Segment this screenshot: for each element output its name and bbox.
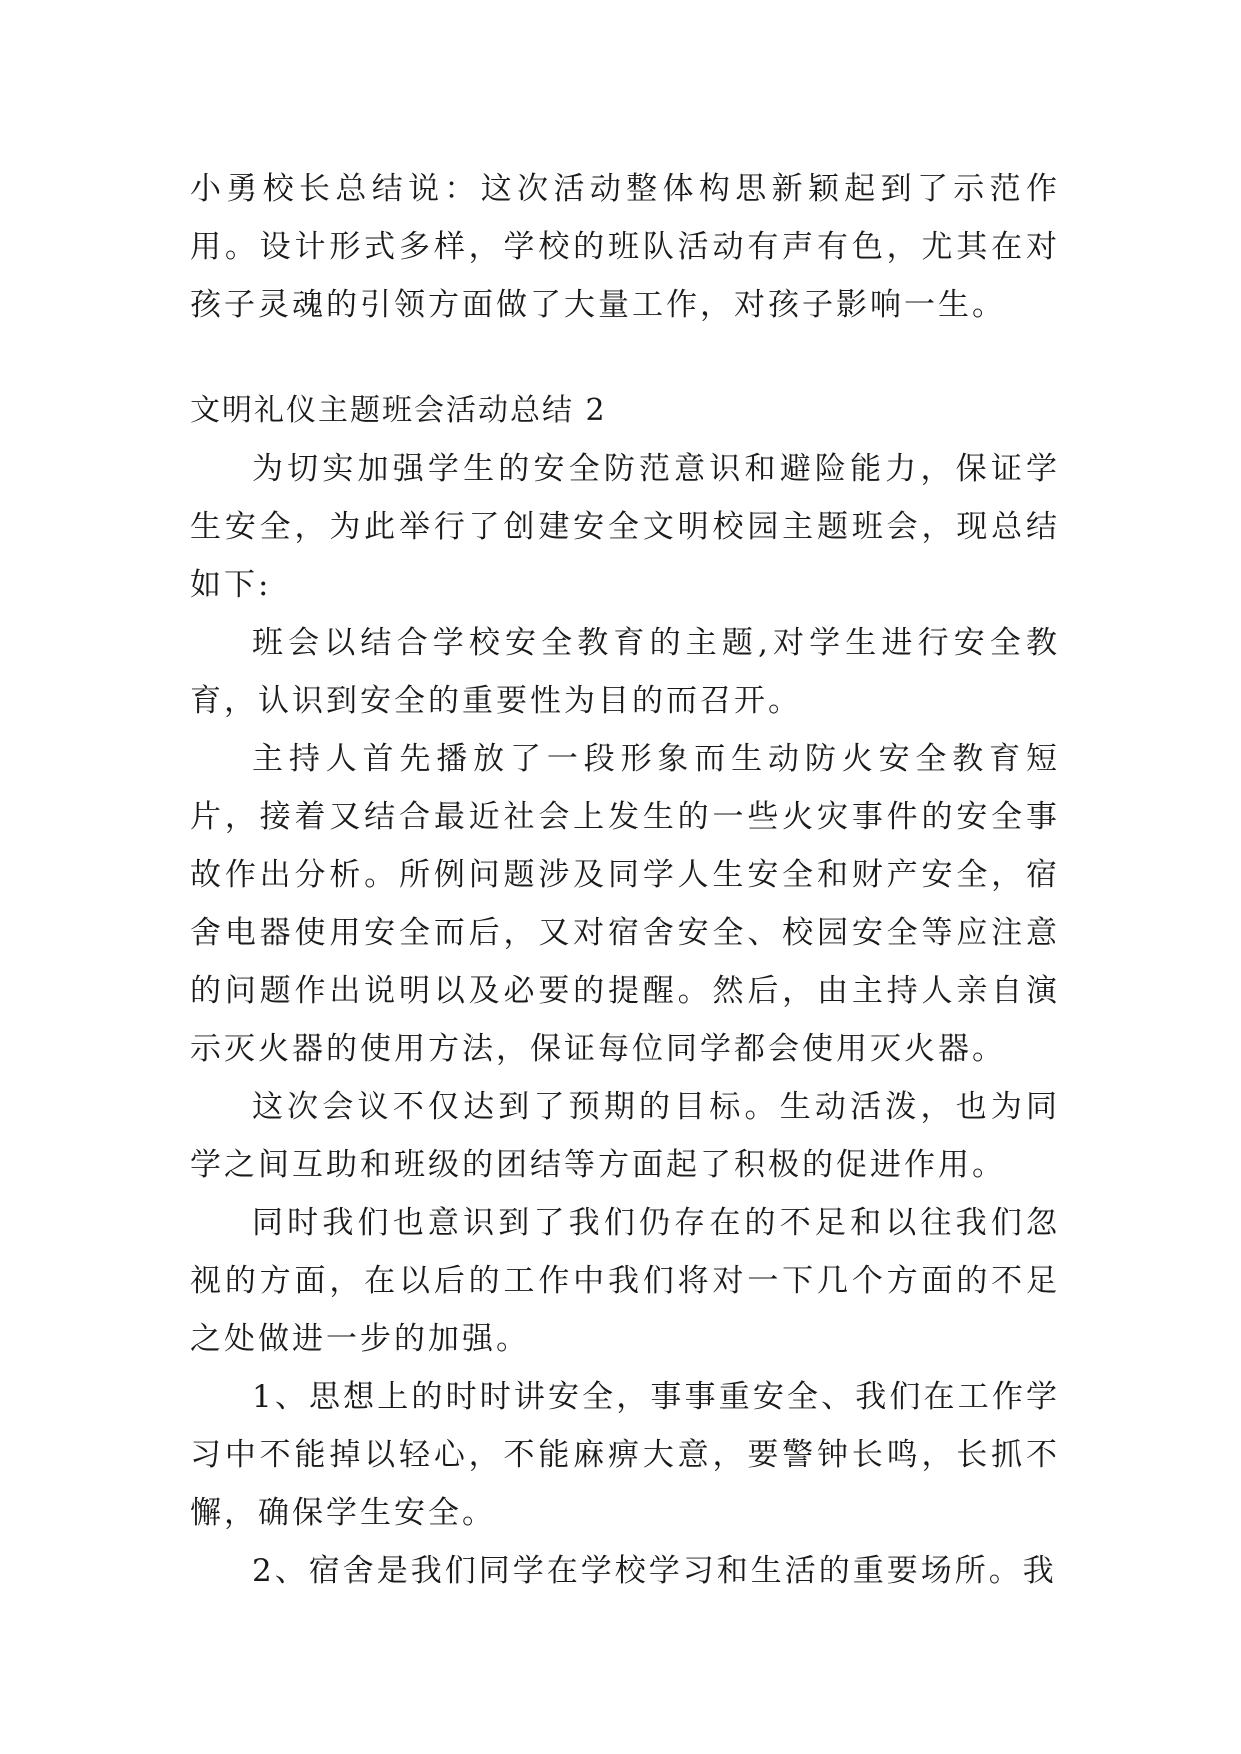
paragraph-host: 主持人首先播放了一段形象而生动防火安全教育短片，接着又结合最近社会上发生的一些火灾事件的安全事故作出分析。所例问题涉及同学人生安全和财产安全，宿舍电器使用安全而后，又对宿舍安全、校园安全等应注意的问题作出说明以及必要的提醒。然后，由主持人亲自演示灭火器的使用方法，保证每位同学都会使用灭火器。 xyxy=(190,741,1060,1067)
list-item-1: 1、思想上的时时讲安全，事事重安全、我们在工作学习中不能掉以轻心，不能麻痹大意，要警钟长鸣，长抓不懈，确保学生安全。 xyxy=(190,1379,1060,1531)
intro-paragraph: 小勇校长总结说：这次活动整体构思新颖起到了示范作用。设计形式多样，学校的班队活动有声有色，尤其在对孩子灵魂的引领方面做了大量工作，对孩子影响一生。 xyxy=(190,171,1060,323)
paragraph-purpose: 为切实加强学生的安全防范意识和避险能力，保证学生安全，为此举行了创建安全文明校园主题班会，现总结如下: xyxy=(190,451,1060,603)
paragraph-result: 这次会议不仅达到了预期的目标。生动活泼，也为同学之间互助和班级的团结等方面起了积极的促进作用。 xyxy=(190,1089,1060,1183)
paragraph-shortcomings: 同时我们也意识到了我们仍存在的不足和以往我们忽视的方面，在以后的工作中我们将对一下几个方面的不足之处做进一步的加强。 xyxy=(190,1205,1060,1357)
document-body xyxy=(190,160,1060,1600)
section-title: 文明礼仪主题班会活动总结 2 xyxy=(190,393,607,428)
section-spacer xyxy=(190,334,1060,382)
list-item-2: 2、宿舍是我们同学在学校学习和生活的重要场所。我 xyxy=(252,1553,1057,1589)
paragraph-theme: 班会以结合学校安全教育的主题,对学生进行安全教育，认识到安全的重要性为目的而召开。 xyxy=(190,625,1060,719)
